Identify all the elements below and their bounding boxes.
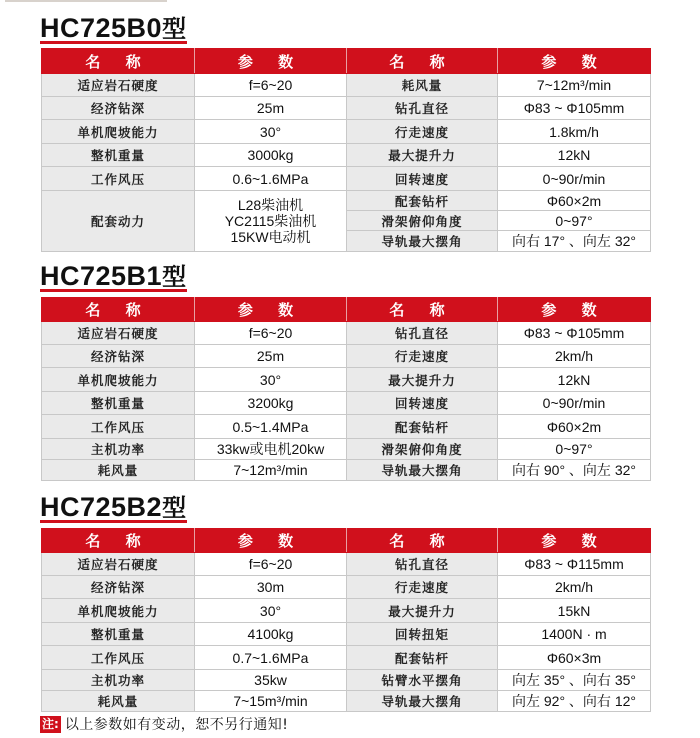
table-row (42, 415, 651, 439)
spec-name: 回转速度 (347, 392, 498, 415)
spec-value: 7~12m³/min (195, 460, 347, 481)
header-name: 名 称 (347, 298, 498, 322)
table-row (42, 167, 651, 191)
spec-value: 30m (195, 576, 347, 599)
model-title-hc725b2 (40, 493, 187, 523)
table-row (42, 460, 651, 481)
spec-name: 耗风量 (42, 691, 195, 712)
spec-value: 0~97° (498, 439, 651, 460)
spec-value: f=6~20 (195, 322, 347, 345)
table-row (42, 439, 651, 460)
note-tag: 注: (42, 716, 59, 731)
table-header-row (42, 49, 651, 74)
table-row (42, 670, 651, 691)
spec-name: 单机爬坡能力 (42, 599, 195, 623)
spec-value: 0.6~1.6MPa (195, 167, 347, 191)
spec-value: 0.5~1.4MPa (195, 415, 347, 439)
spec-name: 主机功率 (42, 439, 195, 460)
spec-name: 单机爬坡能力 (42, 368, 195, 392)
table-row (42, 120, 651, 144)
spec-value: 30° (195, 368, 347, 392)
header-name: 名 称 (347, 529, 498, 553)
spec-name: 经济钻深 (42, 97, 195, 120)
spec-value: Φ60×3m (498, 646, 651, 670)
spec-name: 配套钻杆 (347, 191, 498, 211)
spec-value: 4100kg (195, 623, 347, 646)
spec-value: 12kN (498, 368, 651, 392)
spec-value: 12kN (498, 144, 651, 167)
table-row (42, 144, 651, 167)
header-param: 参 数 (498, 529, 651, 553)
spec-value: 向右 17° 、向左 32° (498, 231, 651, 252)
table-row (42, 368, 651, 392)
spec-name: 行走速度 (347, 345, 498, 368)
spec-name: 工作风压 (42, 415, 195, 439)
spec-name: 回转速度 (347, 167, 498, 191)
spec-name: 适应岩石硬度 (42, 553, 195, 576)
spec-value-multiline (195, 191, 347, 252)
spec-name: 钻孔直径 (347, 553, 498, 576)
spec-name: 配套动力 (42, 191, 195, 252)
spec-name: 适应岩石硬度 (42, 322, 195, 345)
spec-table-hc725b0 (41, 48, 651, 252)
spec-name: 耗风量 (42, 460, 195, 481)
spec-value: 33kw或电机20kw (195, 439, 347, 460)
spec-value: 1.8km/h (498, 120, 651, 144)
header-param: 参 数 (195, 298, 347, 322)
spec-value: 25m (195, 97, 347, 120)
spec-value: 3200kg (195, 392, 347, 415)
spec-name: 行走速度 (347, 576, 498, 599)
spec-value: 7~12m³/min (498, 74, 651, 97)
spec-name: 最大提升力 (347, 368, 498, 392)
model-suffix: 型 (162, 15, 187, 43)
spec-value: 15kN (498, 599, 651, 623)
spec-name: 滑架俯仰角度 (347, 439, 498, 460)
spec-name: 工作风压 (42, 646, 195, 670)
table-row (42, 191, 651, 211)
spec-value: Φ83 ~ Φ105mm (498, 322, 651, 345)
spec-value: 1400N · m (498, 623, 651, 646)
spec-value: 3000kg (195, 144, 347, 167)
power-option: 15KW电动机 (230, 229, 311, 245)
table-row (42, 646, 651, 670)
header-param: 参 数 (195, 49, 347, 74)
spec-name: 耗风量 (347, 74, 498, 97)
table-row (42, 74, 651, 97)
spec-name: 滑架俯仰角度 (347, 211, 498, 231)
table-header-row (42, 529, 651, 553)
model-code: HC725B1 (40, 261, 163, 291)
spec-name: 回转扭矩 (347, 623, 498, 646)
spec-value: 2km/h (498, 345, 651, 368)
top-divider-strip (5, 0, 167, 2)
table-row (42, 553, 651, 576)
model-suffix: 型 (162, 263, 187, 291)
table-row (42, 691, 651, 712)
spec-value: Φ83 ~ Φ105mm (498, 97, 651, 120)
table-row (42, 345, 651, 368)
spec-value: 2km/h (498, 576, 651, 599)
spec-name: 经济钻深 (42, 345, 195, 368)
header-name: 名 称 (42, 298, 195, 322)
table-header-row (42, 298, 651, 322)
table-row (42, 576, 651, 599)
table-row (42, 322, 651, 345)
header-param: 参 数 (498, 49, 651, 74)
model-code: HC725B2 (40, 492, 163, 522)
spec-value: 35kw (195, 670, 347, 691)
header-param: 参 数 (195, 529, 347, 553)
spec-value: 0~97° (498, 211, 651, 231)
spec-name: 经济钻深 (42, 576, 195, 599)
power-option: YC2115柴油机 (224, 213, 317, 229)
spec-name: 钻臂水平摆角 (347, 670, 498, 691)
spec-name: 整机重量 (42, 392, 195, 415)
disclaimer-note (40, 713, 288, 735)
spec-name: 最大提升力 (347, 144, 498, 167)
spec-value: Φ60×2m (498, 191, 651, 211)
spec-name: 整机重量 (42, 144, 195, 167)
spec-value: f=6~20 (195, 74, 347, 97)
model-suffix: 型 (162, 494, 187, 522)
spec-name: 导轨最大摆角 (347, 691, 498, 712)
header-name: 名 称 (42, 49, 195, 74)
table-row (42, 599, 651, 623)
spec-name: 适应岩石硬度 (42, 74, 195, 97)
spec-name: 单机爬坡能力 (42, 120, 195, 144)
spec-name: 工作风压 (42, 167, 195, 191)
spec-name: 配套钻杆 (347, 646, 498, 670)
spec-name: 最大提升力 (347, 599, 498, 623)
model-code: HC725B0 (40, 13, 163, 43)
spec-value: 0~90r/min (498, 392, 651, 415)
spec-name: 配套钻杆 (347, 415, 498, 439)
spec-name: 钻孔直径 (347, 322, 498, 345)
note-text: 以上参数如有变动，恕不另行通知! (64, 717, 289, 733)
spec-value: 25m (195, 345, 347, 368)
header-name: 名 称 (42, 529, 195, 553)
spec-name: 整机重量 (42, 623, 195, 646)
spec-value: 7~15m³/min (195, 691, 347, 712)
spec-value: 0.7~1.6MPa (195, 646, 347, 670)
spec-value: 30° (195, 120, 347, 144)
table-row (42, 623, 651, 646)
spec-table-hc725b2 (41, 528, 651, 712)
model-title-hc725b1 (40, 262, 187, 292)
spec-name: 钻孔直径 (347, 97, 498, 120)
spec-value: f=6~20 (195, 553, 347, 576)
spec-name: 主机功率 (42, 670, 195, 691)
header-name: 名 称 (347, 49, 498, 74)
spec-table-hc725b1 (41, 297, 651, 481)
spec-name: 导轨最大摆角 (347, 231, 498, 252)
spec-value: 向左 35° 、向右 35° (498, 670, 651, 691)
spec-value: 向左 92° 、向右 12° (498, 691, 651, 712)
power-option: L28柴油机 (237, 197, 304, 213)
model-title-hc725b0 (40, 14, 187, 44)
spec-name: 行走速度 (347, 120, 498, 144)
spec-name: 导轨最大摆角 (347, 460, 498, 481)
header-param: 参 数 (498, 298, 651, 322)
spec-value: 0~90r/min (498, 167, 651, 191)
table-row (42, 392, 651, 415)
spec-value: 30° (195, 599, 347, 623)
spec-value: 向右 90° 、向左 32° (498, 460, 651, 481)
table-row (42, 97, 651, 120)
spec-value: Φ60×2m (498, 415, 651, 439)
spec-value: Φ83 ~ Φ115mm (498, 553, 651, 576)
